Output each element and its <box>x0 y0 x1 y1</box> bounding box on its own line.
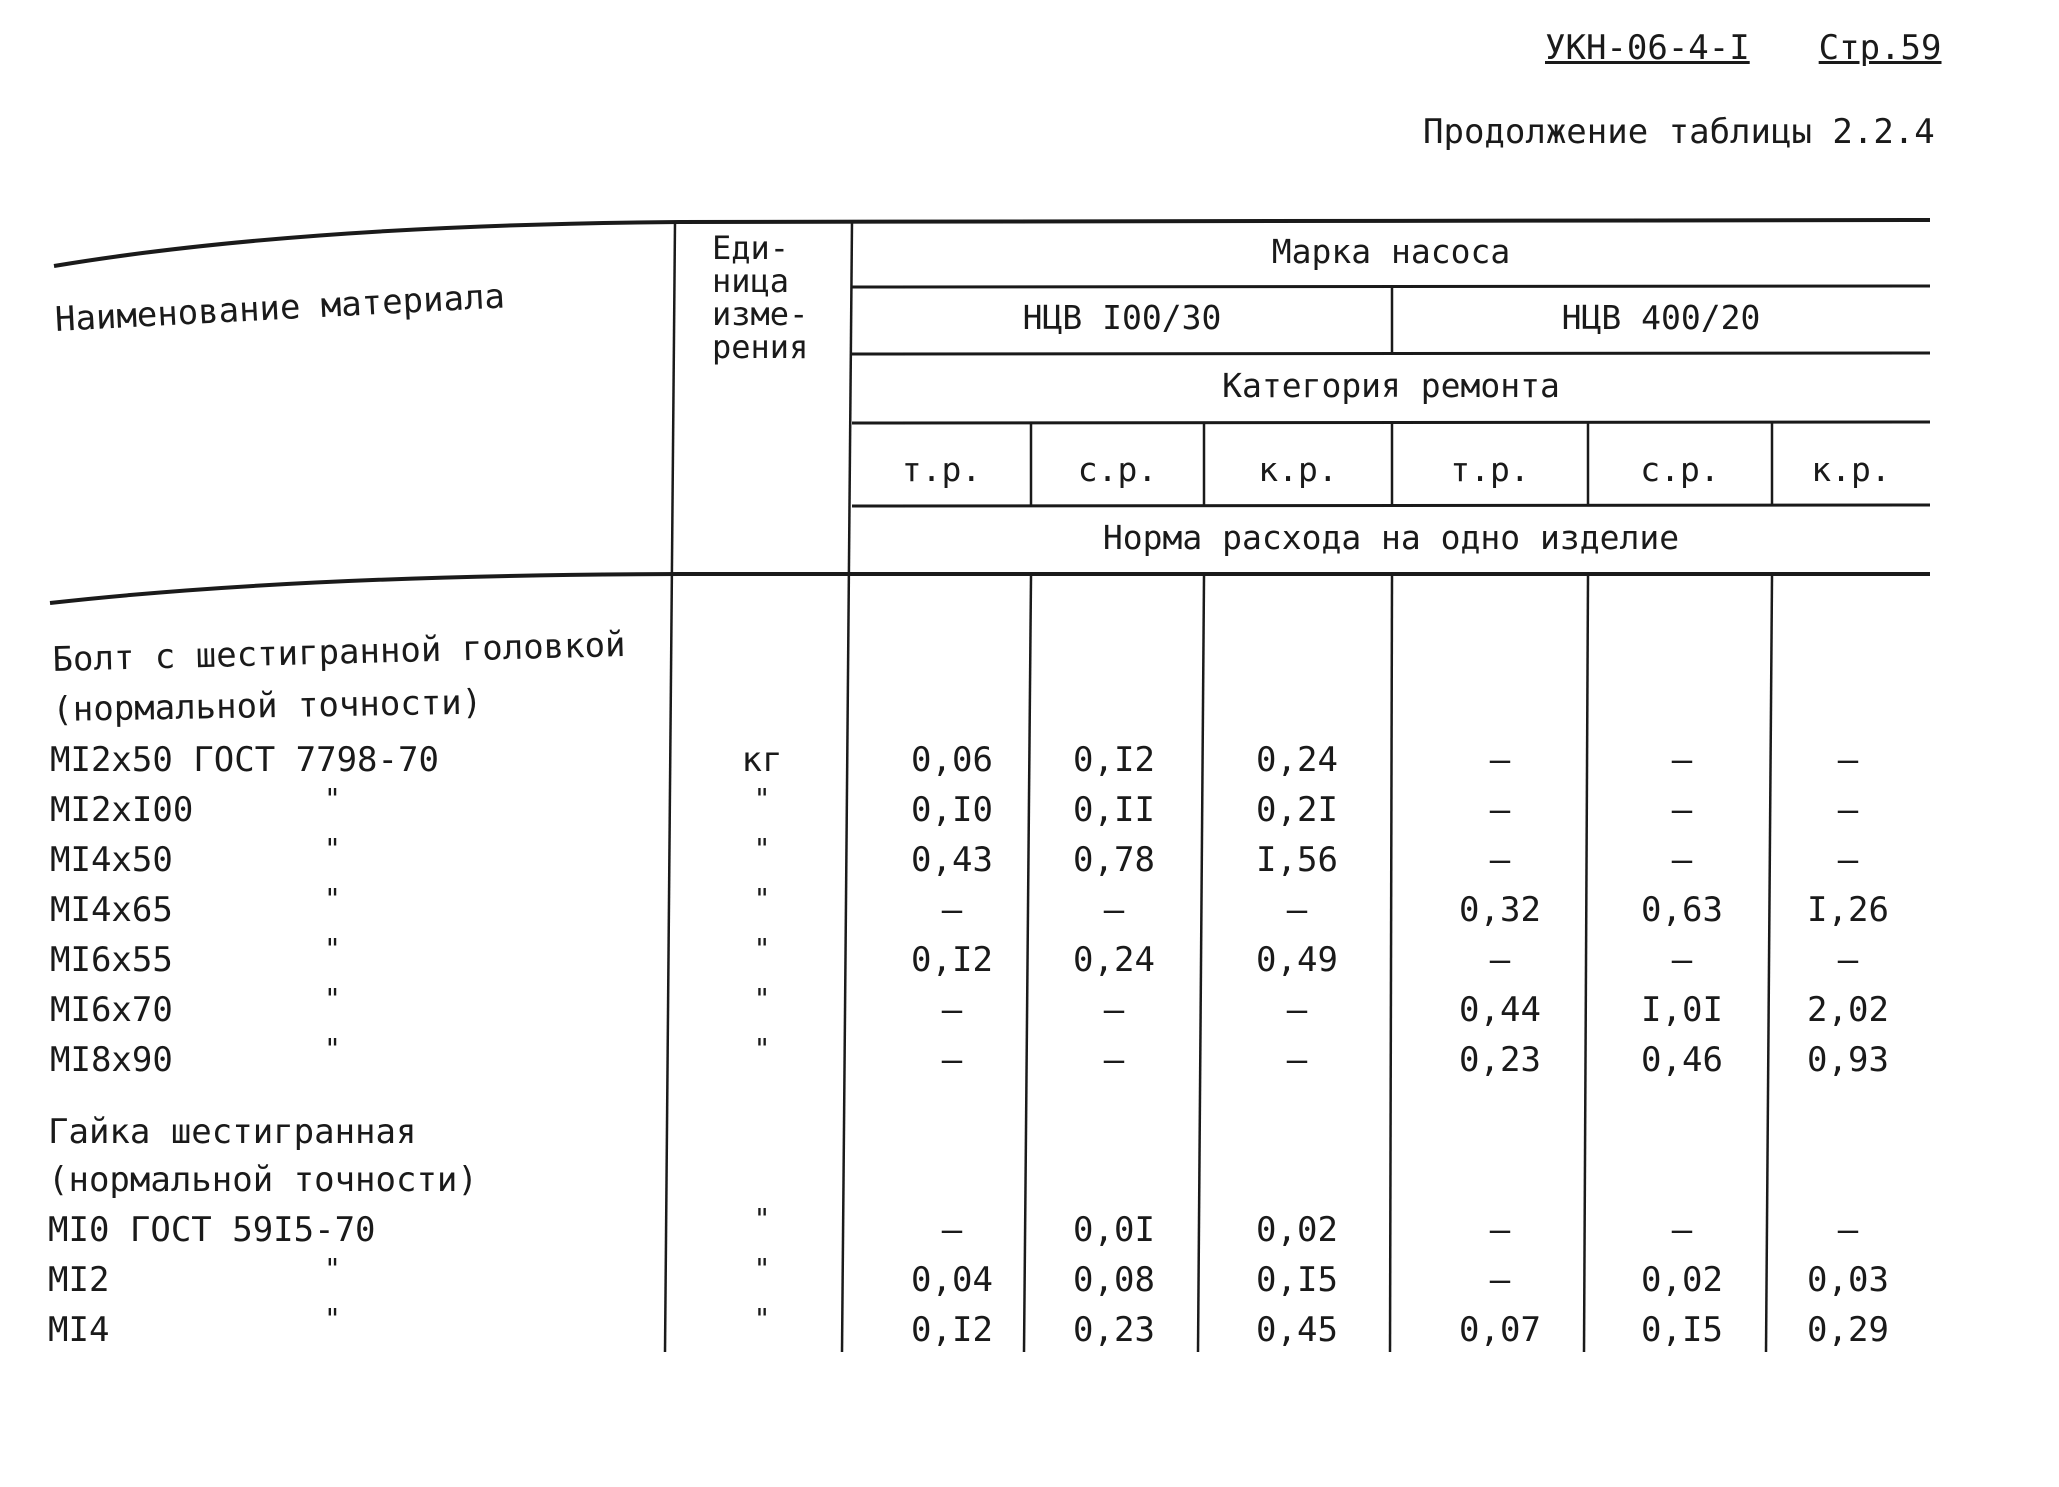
row-value-cell: 0,24 <box>1073 940 1155 980</box>
row-unit: " <box>753 1202 771 1235</box>
row-value-cell: I,56 <box>1256 840 1338 880</box>
row-value-cell: – <box>1103 990 1125 1030</box>
row-value-cell: 0,44 <box>1459 990 1541 1030</box>
row-value-cell: 0,02 <box>1256 1210 1338 1250</box>
row-value-cell: 0,I2 <box>911 940 993 980</box>
row-value-cell: 0,93 <box>1807 1040 1889 1080</box>
row-unit: " <box>753 1302 771 1335</box>
row-value-cell: – <box>1103 1040 1125 1080</box>
rule-below-pump-brand <box>852 286 1930 287</box>
row-value-cell: 0,I0 <box>911 790 993 830</box>
row-ditto-mark: " <box>324 982 341 1015</box>
document-code: УКН-06-4-I <box>1545 28 1750 68</box>
header-cat-2: с.р. <box>1077 450 1158 489</box>
page-number: Стр.59 <box>1818 28 1942 68</box>
row-value-cell: 0,I5 <box>1641 1310 1723 1350</box>
row-value-cell: 0,45 <box>1256 1310 1338 1350</box>
row-unit: " <box>753 932 771 965</box>
row-value-cell: 2,02 <box>1807 990 1889 1030</box>
header-unit: Еди- ница изме- рения <box>712 229 809 366</box>
row-value-cell: – <box>941 890 963 930</box>
row-material-name: MI4x65 <box>50 890 173 930</box>
row-ditto-mark: " <box>324 1252 341 1285</box>
row-material-name: MI6x70 <box>50 990 173 1030</box>
row-material-name: MI2 <box>48 1260 110 1300</box>
row-value-cell: 0,06 <box>911 740 993 780</box>
row-value-cell: I,26 <box>1807 890 1889 930</box>
row-value-cell: – <box>1837 1210 1859 1250</box>
row-value-cell: – <box>941 990 963 1030</box>
row-value-cell: – <box>1837 840 1859 880</box>
row-ditto-mark: " <box>324 832 341 865</box>
row-material-name: MI4x50 <box>50 840 173 880</box>
group-title-bolt-line1: Болт с шестигранной головкой <box>52 624 627 680</box>
row-unit: " <box>753 782 771 815</box>
row-value-cell: – <box>941 1040 963 1080</box>
row-unit: кг <box>741 740 783 780</box>
row-value-cell: 0,03 <box>1807 1260 1889 1300</box>
row-value-cell: – <box>1286 1040 1308 1080</box>
row-unit: " <box>753 982 771 1015</box>
table-caption: Продолжение таблицы 2.2.4 <box>1423 112 1935 152</box>
row-value-cell: 0,04 <box>911 1260 993 1300</box>
row-ditto-mark: " <box>324 882 341 915</box>
row-material-name: MI2xI00 <box>50 790 194 830</box>
row-unit: " <box>753 1252 771 1285</box>
row-value-cell: 0,78 <box>1073 840 1155 880</box>
row-unit: " <box>753 832 771 865</box>
row-value-cell: 0,32 <box>1459 890 1541 930</box>
header-bottom-rule <box>50 574 1930 603</box>
row-value-cell: 0,43 <box>911 840 993 880</box>
vline-material <box>665 222 675 1352</box>
row-value-cell: – <box>1671 840 1693 880</box>
row-value-cell: 0,23 <box>1459 1040 1541 1080</box>
row-value-cell: – <box>1286 990 1308 1030</box>
row-value-cell: I,0I <box>1641 990 1723 1030</box>
row-value-cell: 0,2I <box>1256 790 1338 830</box>
row-material-name: MI2x50 ГОСТ 7798-70 <box>50 740 439 780</box>
row-value-cell: – <box>1489 790 1511 830</box>
row-value-cell: – <box>1489 1210 1511 1250</box>
row-value-cell: – <box>1671 790 1693 830</box>
row-value-cell: 0,29 <box>1807 1310 1889 1350</box>
row-value-cell: – <box>1837 790 1859 830</box>
row-material-name: MI8x90 <box>50 1040 173 1080</box>
row-value-cell: 0,24 <box>1256 740 1338 780</box>
row-value-cell: 0,46 <box>1641 1040 1723 1080</box>
row-value-cell: 0,I2 <box>911 1310 993 1350</box>
header-repair-category: Категория ремонта <box>1222 366 1560 405</box>
header-pump-2: НЦВ 400/20 <box>1561 298 1761 337</box>
row-ditto-mark: " <box>324 1032 341 1065</box>
row-value-cell: – <box>1671 740 1693 780</box>
row-value-cell: 0,I2 <box>1073 740 1155 780</box>
row-value-cell: – <box>1837 940 1859 980</box>
rule-below-repair-category <box>852 422 1930 423</box>
row-value-cell: 0,0I <box>1073 1210 1155 1250</box>
row-value-cell: 0,02 <box>1641 1260 1723 1300</box>
header-material: Наименование материала <box>54 276 506 340</box>
row-material-name: MI0 ГОСТ 59I5-70 <box>48 1210 376 1250</box>
row-value-cell: – <box>1671 940 1693 980</box>
row-value-cell: 0,07 <box>1459 1310 1541 1350</box>
vline-unit <box>842 222 852 1352</box>
group-title-nut-line2: (нормальной точности) <box>48 1160 478 1200</box>
header-pump-brand: Марка насоса <box>1271 232 1511 271</box>
row-value-cell: 0,63 <box>1641 890 1723 930</box>
row-value-cell: – <box>1671 1210 1693 1250</box>
row-value-cell: – <box>1489 740 1511 780</box>
row-value-cell: 0,I5 <box>1256 1260 1338 1300</box>
row-value-cell: 0,23 <box>1073 1310 1155 1350</box>
header-cat-3: к.р. <box>1258 450 1338 489</box>
row-unit: " <box>753 1032 771 1065</box>
row-value-cell: – <box>1489 840 1511 880</box>
header-cat-4: т.р. <box>1450 450 1530 489</box>
row-material-name: MI4 <box>48 1310 110 1350</box>
row-value-cell: – <box>1837 740 1859 780</box>
row-value-cell: – <box>1489 1260 1511 1300</box>
group-title-nut-line1: Гайка шестигранная <box>48 1112 417 1152</box>
header-cat-1: т.р. <box>901 450 982 489</box>
row-unit: " <box>753 882 771 915</box>
header-cat-5: с.р. <box>1640 450 1720 489</box>
row-value-cell: – <box>1489 940 1511 980</box>
header-cat-6: к.р. <box>1811 450 1891 489</box>
row-material-name: MI6x55 <box>50 940 173 980</box>
row-value-cell: 0,II <box>1073 790 1155 830</box>
row-value-cell: – <box>1286 890 1308 930</box>
row-ditto-mark: " <box>324 932 341 965</box>
row-value-cell: – <box>941 1210 963 1250</box>
row-value-cell: – <box>1103 890 1125 930</box>
header-norm: Норма расхода на одно изделие <box>1102 518 1680 557</box>
row-value-cell: 0,08 <box>1073 1260 1155 1300</box>
header-pump-1: НЦВ I00/30 <box>1022 298 1222 337</box>
row-ditto-mark: " <box>324 1302 341 1335</box>
group-title-bolt-line2: (нормальной точности) <box>52 682 483 730</box>
row-value-cell: 0,49 <box>1256 940 1338 980</box>
row-ditto-mark: " <box>324 782 341 815</box>
